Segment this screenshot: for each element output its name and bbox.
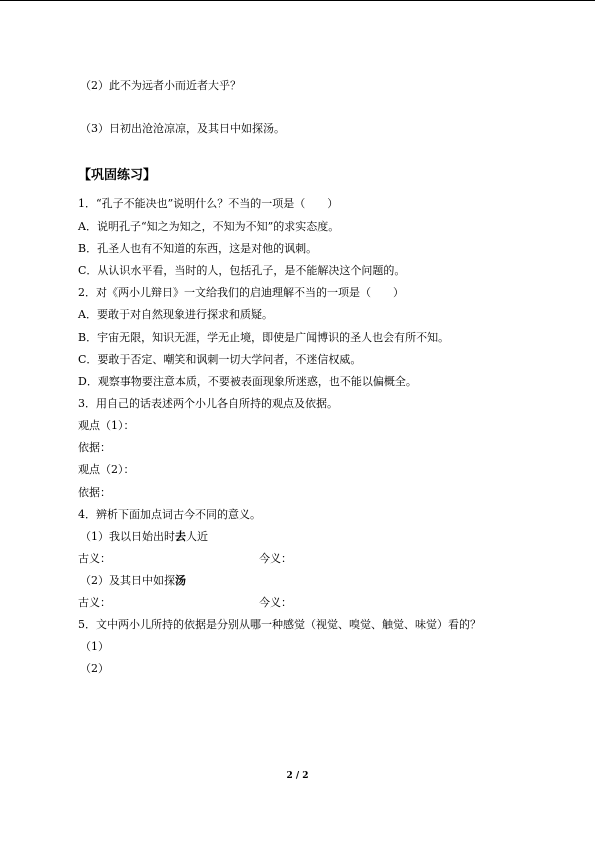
page-number: 2 / 2 — [286, 771, 309, 781]
q4-item-1-suffix: 人近 — [186, 530, 208, 543]
q4-item-2-marked-word: 汤 — [175, 574, 186, 587]
q1-stem: 1．“孔子不能决也”说明什么？不当的一项是（ ） — [78, 197, 339, 210]
q3-basis-2: 依据： — [78, 486, 111, 499]
q2-option-d: D．观察事物要注意本质，不要被表面现象所迷惑，也不能以偏概全。 — [78, 375, 417, 388]
q2-stem: 2．对《两小儿辩日》一文给我们的启迪理解不当的一项是（ ） — [78, 286, 404, 299]
q4-item-2-answer-row — [78, 596, 518, 610]
q4-item-1-marked-word: 去 — [175, 530, 186, 543]
page-top-rule — [0, 0, 595, 1]
q2-option-a: A．要敢于对自然现象进行探求和质疑。 — [78, 308, 273, 321]
q4-item-1-jin-label: 今义： — [259, 552, 292, 565]
q5-stem: 5．文中两小儿所持的依据是分别从哪一种感觉（视觉、嗅觉、触觉、味觉）看的？ — [78, 618, 481, 631]
q2-option-b: B．宇宙无限，知识无涯，学无止境，即使是广闻博识的圣人也会有所不知。 — [78, 331, 450, 344]
intro-item-3: （3）日初出沧沧凉凉，及其日中如探汤。 — [80, 122, 285, 135]
q5-answer-2: （2） — [80, 662, 109, 675]
q2-option-c: C．要敢于否定、嘲笑和讽刺一切大学问者，不迷信权威。 — [78, 353, 362, 366]
q3-view-2: 观点（2）： — [78, 463, 135, 476]
q1-option-b: B．孔圣人也有不知道的东西，这是对他的讽刺。 — [78, 242, 318, 255]
q5-answer-1: （1） — [80, 640, 109, 653]
q4-item-1-answer-row — [78, 552, 518, 566]
q1-option-a: A．说明孔子“知之为知之，不知为不知”的求实态度。 — [78, 220, 340, 233]
q4-item-2-prefix: （2）及其日中如探 — [80, 574, 175, 587]
q4-item-1-gu-label: 古义： — [78, 552, 111, 565]
q4-item-2-gu-label: 古义： — [78, 596, 111, 609]
q4-item-2 — [80, 574, 186, 588]
q4-item-1-prefix: （1）我以日始出时 — [80, 530, 175, 543]
q1-option-c: C．从认识水平看，当时的人，包括孔子，是不能解决这个问题的。 — [78, 264, 406, 277]
section-title: 【巩固练习】 — [78, 168, 157, 183]
q3-view-1: 观点（1）： — [78, 419, 135, 432]
q4-item-1 — [80, 530, 208, 544]
intro-item-2: （2）此不为远者小而近者大乎？ — [80, 79, 241, 92]
q3-basis-1: 依据： — [78, 441, 111, 454]
q4-item-2-jin-label: 今义： — [259, 596, 292, 609]
q3-stem: 3．用自己的话表述两个小儿各自所持的观点及依据。 — [78, 397, 338, 410]
q4-stem: 4．辨析下面加点词古今不同的意义。 — [78, 508, 261, 521]
